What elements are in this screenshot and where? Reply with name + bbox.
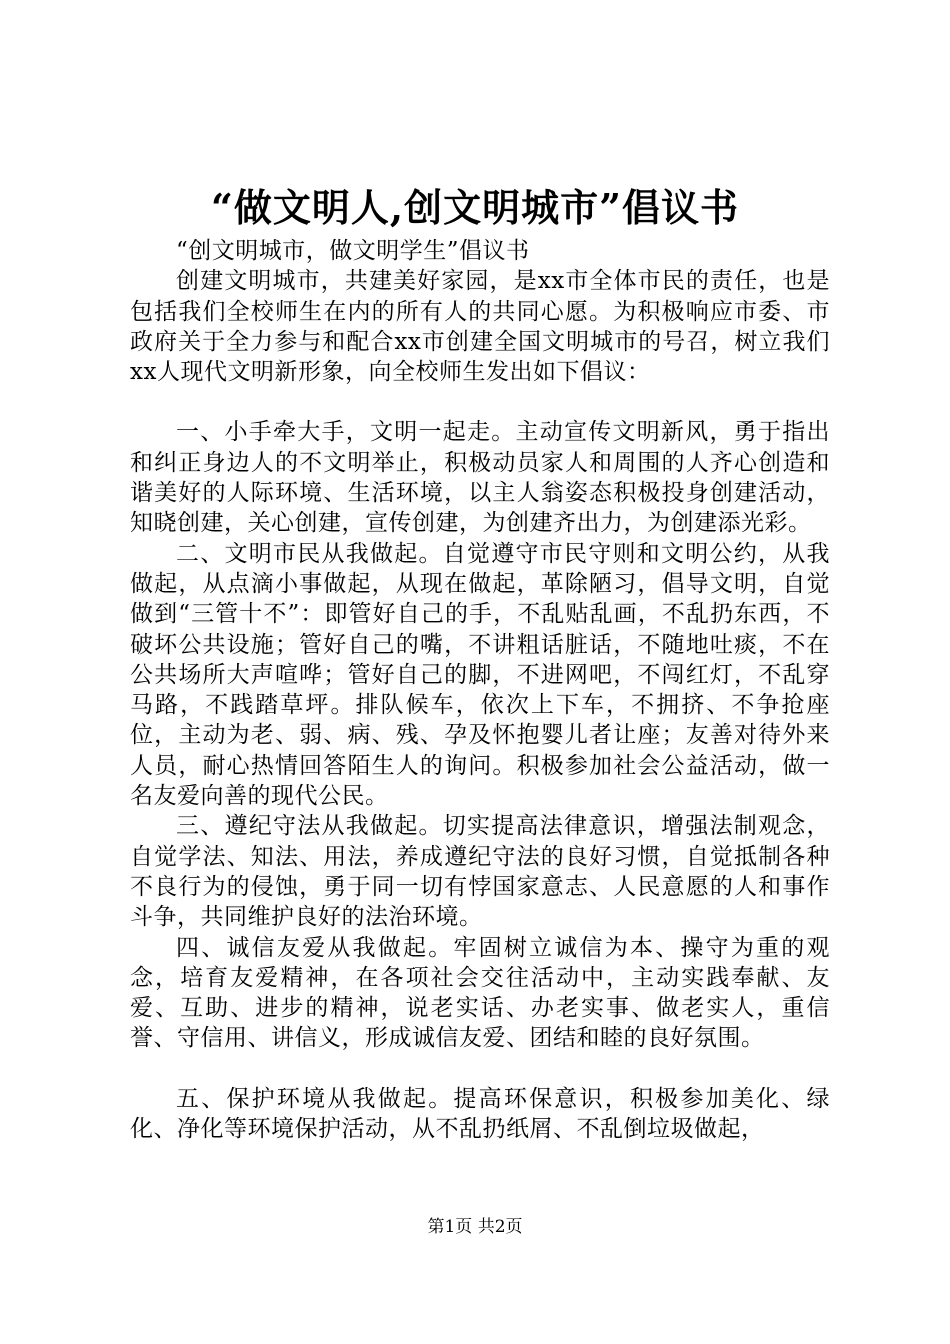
paragraph-2: 二、文明市民从我做起。自觉遵守市民守则和文明公约，从我做起，从点滴小事做起，从现在做起，革除陋习，倡导文明，自觉做到“三管十不”：即管好自己的手，不乱贴乱画，不乱扔东西，不破坏公共设施；管好自己的嘴，不讲粗话脏话，不随地吐痰，不在公共场所大声喧哗；管好自己的脚，不进网吧，不闯红灯，不乱穿马路，不践踏草坪。排队候车，依次上下车，不拥挤、不争抢座位，主动为老、弱、病、残、孕及怀抱婴儿者让座；友善对待外来人员，耐心热情回答陌生人的询问。积极参加社会公益活动，做一名友爱向善的现代公民。 [130,540,830,810]
paragraph-1: 一、小手牵大手，文明一起走。主动宣传文明新风，勇于指出和纠正身边人的不文明举止，积极动员家人和周围的人齐心创造和谐美好的人际环境、生活环境，以主人翁姿态积极投身创建活动，知晓创建，关心创建，宣传创建，为创建齐出力，为创建添光彩。 [130,419,830,537]
paragraph-5: 五、保护环境从我做起。提高环保意识，积极参加美化、绿化、净化等环境保护活动，从不乱扔纸屑、不乱倒垃圾做起， [130,1085,830,1143]
page-footer: 第1页 共2页 [427,1217,523,1237]
paragraph-4: 四、诚信友爱从我做起。牢固树立诚信为本、操守为重的观念，培育友爱精神，在各项社会交往活动中，主动实践奉献、友爱、互助、进步的精神，说老实话、办老实事、做老实人，重信誉、守信用、讲信义，形成诚信友爱、团结和睦的良好氛围。 [130,934,830,1052]
paragraph-intro: 创建文明城市，共建美好家园，是xx市全体市民的责任，也是包括我们全校师生在内的所有人的共同心愿。为积极响应市委、市政府关于全力参与和配合xx市创建全国文明城市的号召，树立我们xx人现代文明新形象，向全校师生发出如下倡议： [130,268,830,386]
document-title: “做文明人,创文明城市”倡议书 [211,185,739,230]
document-body [130,236,830,1144]
paragraph-3: 三、遵纪守法从我做起。切实提高法律意识，增强法制观念，自觉学法、知法、用法，养成遵纪守法的良好习惯，自觉抵制各种不良行为的侵蚀，勇于同一切有悖国家意志、人民意愿的人和事作斗争，共同维护良好的法治环境。 [130,813,830,931]
document-subtitle: “创文明城市，做文明学生”倡议书 [176,238,530,264]
